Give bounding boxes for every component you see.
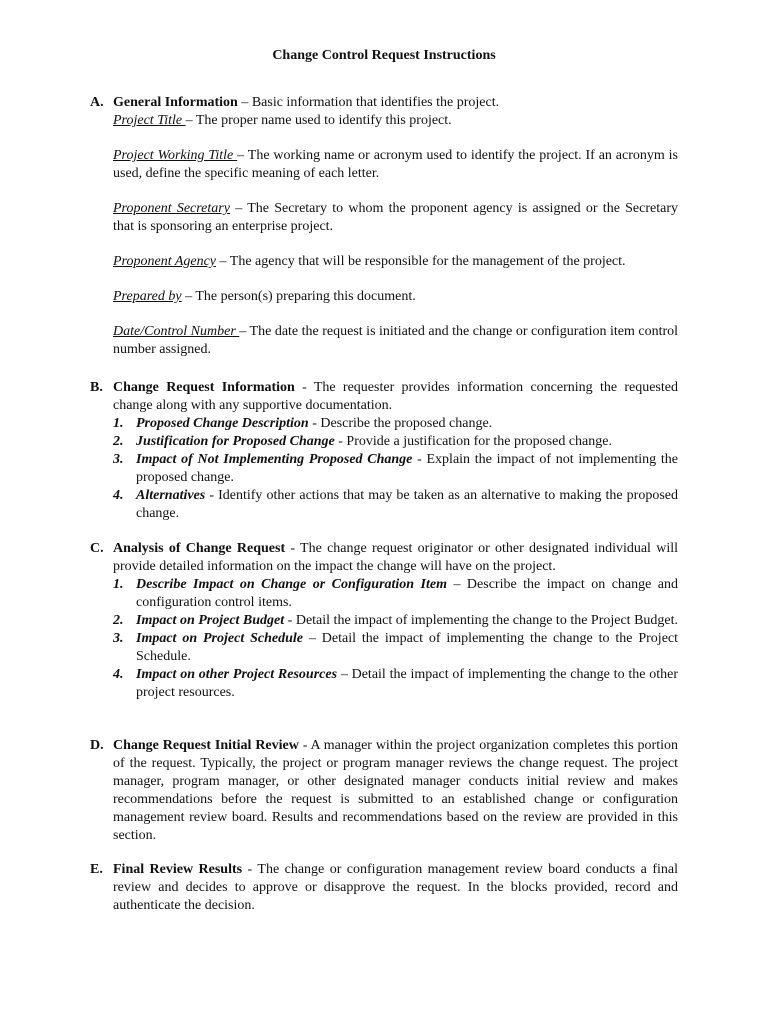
list-item: 4. Alternatives - Identify other actions that may be taken as an alternative to making the proposed change. <box>113 488 678 521</box>
section-analysis-of-change-request <box>90 540 678 702</box>
field-name: Proponent Agency <box>113 254 217 269</box>
field-date-control-number: Date/Control Number – The date the request is initiated and the change or configuration item control number assigned. <box>113 324 679 357</box>
item-name: Proposed Change Description <box>136 416 309 431</box>
item-name: Alternatives <box>136 488 206 503</box>
section-intro: Final Review Results - The change or configuration management review board conducts a final review and decides to approve or disapprove the request. In the blocks provided, record and authenticate the decision. <box>113 862 678 913</box>
list-item: 1. Describe Impact on Change or Configuration Item – Describe the impact on change and configuration control items. <box>113 577 679 610</box>
numbered-list <box>113 576 678 702</box>
section-letter: C. <box>90 541 104 556</box>
list-item: 2. Justification for Proposed Change - Provide a justification for the proposed change. <box>113 434 612 449</box>
item-name: Describe Impact on Change or Configuration Item <box>136 577 447 592</box>
section-intro: Analysis of Change Request - The change request originator or other designated individual will provide detailed information on the impact the change will have on the project. <box>113 541 678 574</box>
section-letter: A. <box>90 95 104 110</box>
item-name: Impact on Project Schedule <box>136 631 303 646</box>
field-proponent-secretary: Proponent Secretary – The Secretary to whom the proponent agency is assigned or the Secretary that is sponsoring an enterprise project. <box>113 201 678 234</box>
section-letter: E. <box>90 862 103 877</box>
field-project-working-title: Project Working Title – The working name or acronym used to identify the project. If an acronym is used, define the specific meaning of each letter. <box>113 148 679 181</box>
list-item: 3. Impact on Project Schedule – Detail the impact of implementing the change to the Project Schedule. <box>113 631 679 664</box>
item-name: Justification for Proposed Change <box>136 434 335 449</box>
section-general-information <box>90 94 678 359</box>
list-item: 2. Impact on Project Budget - Detail the impact of implementing the change to the Project Budget. <box>113 613 679 628</box>
field-name: Proponent Secretary <box>113 201 230 216</box>
numbered-list <box>113 415 678 523</box>
section-change-request-information <box>90 379 678 523</box>
section-heading: General Information <box>113 95 238 110</box>
section-heading: Change Request Initial Review <box>113 738 299 753</box>
section-intro: Change Request Initial Review - A manager within the project organization completes this portion of the request. Typically, the project or program manager reviews the change request. The project manager, program manager, or other designated manager conducts initial review and makes recommendations before the request is submitted to an established change or configuration management review board. Results and recommendations based on the review are provided in this section. <box>113 738 679 843</box>
field-name: Date/Control Number <box>113 324 240 339</box>
section-heading: Analysis of Change Request <box>113 541 286 556</box>
field-prepared-by: Prepared by – The person(s) preparing this document. <box>113 289 416 304</box>
item-name: Impact of Not Implementing Proposed Change <box>136 452 413 467</box>
field-name: Prepared by <box>113 289 182 304</box>
section-letter: B. <box>90 380 103 395</box>
page-title: Change Control Request Instructions <box>272 48 496 63</box>
section-heading: Final Review Results <box>113 862 243 877</box>
field-name: Project Title <box>113 113 186 128</box>
list-item: 3. Impact of Not Implementing Proposed Change - Explain the impact of not implementing the proposed change. <box>113 452 678 485</box>
item-name: Impact on Project Budget <box>136 613 285 628</box>
list-item: 4. Impact on other Project Resources – Detail the impact of implementing the change to the other project resources. <box>113 667 679 700</box>
section-intro: General Information – Basic information that identifies the project. <box>113 95 500 110</box>
item-name: Impact on other Project Resources <box>136 667 338 682</box>
field-name: Project Working Title <box>113 148 238 163</box>
list-item: 1. Proposed Change Description - Describe the proposed change. <box>113 416 493 431</box>
section-heading: Change Request Information <box>113 380 295 395</box>
section-change-request-initial-review <box>90 737 678 845</box>
section-final-review-results <box>90 861 678 915</box>
field-proponent-agency: Proponent Agency – The agency that will be responsible for the management of the project. <box>113 254 626 269</box>
section-intro: Change Request Information - The requester provides information concerning the requested change along with any supportive documentation. <box>113 380 678 413</box>
section-letter: D. <box>90 738 104 753</box>
field-project-title: Project Title – The proper name used to identify this project. <box>113 113 452 128</box>
